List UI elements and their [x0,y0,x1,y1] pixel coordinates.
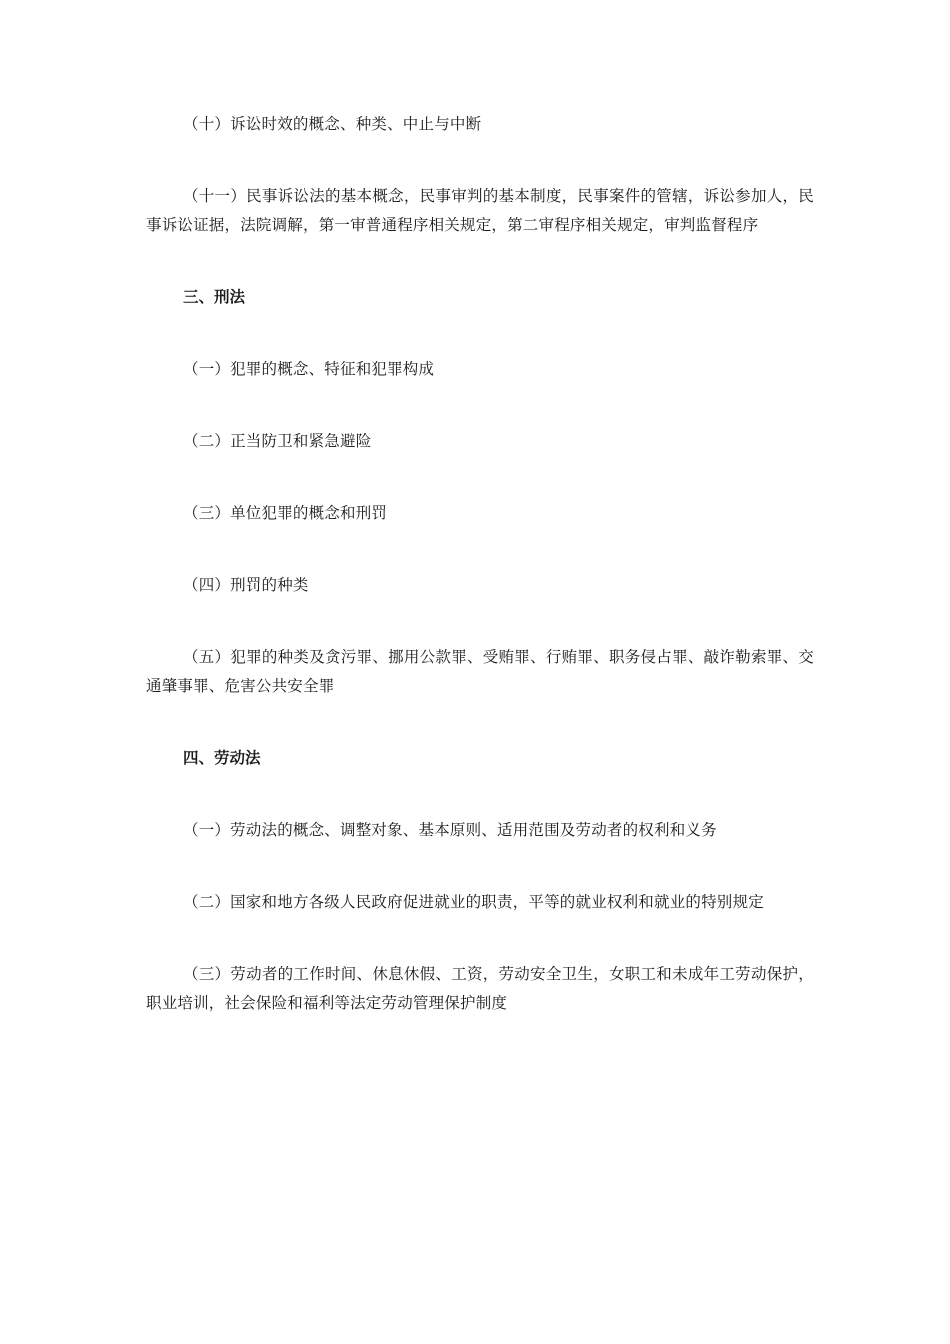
section-heading-labor-law: 四、劳动法 [183,749,261,767]
list-item: （三）单位犯罪的概念和刑罚 [183,504,388,522]
list-item: （一）犯罪的概念、特征和犯罪构成 [183,360,435,378]
list-item: （四）刑罚的种类 [183,576,309,594]
list-item: （十一）民事诉讼法的基本概念，民事审判的基本制度，民事案件的管辖，诉讼参加人，民事诉讼证据，法院调解，第一审普通程序相关规定，第二审程序相关规定，审判监督程序 [146,187,814,234]
list-item: （二）国家和地方各级人民政府促进就业的职责，平等的就业权利和就业的特别规定 [183,893,764,911]
document-body [146,110,814,1061]
list-item: （一）劳动法的概念、调整对象、基本原则、适用范围及劳动者的权利和义务 [183,821,717,839]
list-item: （二）正当防卫和紧急避险 [183,432,372,450]
list-item: （三）劳动者的工作时间、休息休假、工资，劳动安全卫生，女职工和未成年工劳动保护，职业培训，社会保险和福利等法定劳动管理保护制度 [146,965,814,1012]
list-item: （五）犯罪的种类及贪污罪、挪用公款罪、受贿罪、行贿罪、职务侵占罪、敲诈勒索罪、交通肇事罪、危害公共安全罪 [146,648,814,695]
section-heading-criminal-law: 三、刑法 [183,288,246,306]
list-item: （十）诉讼时效的概念、种类、中止与中断 [183,115,482,133]
